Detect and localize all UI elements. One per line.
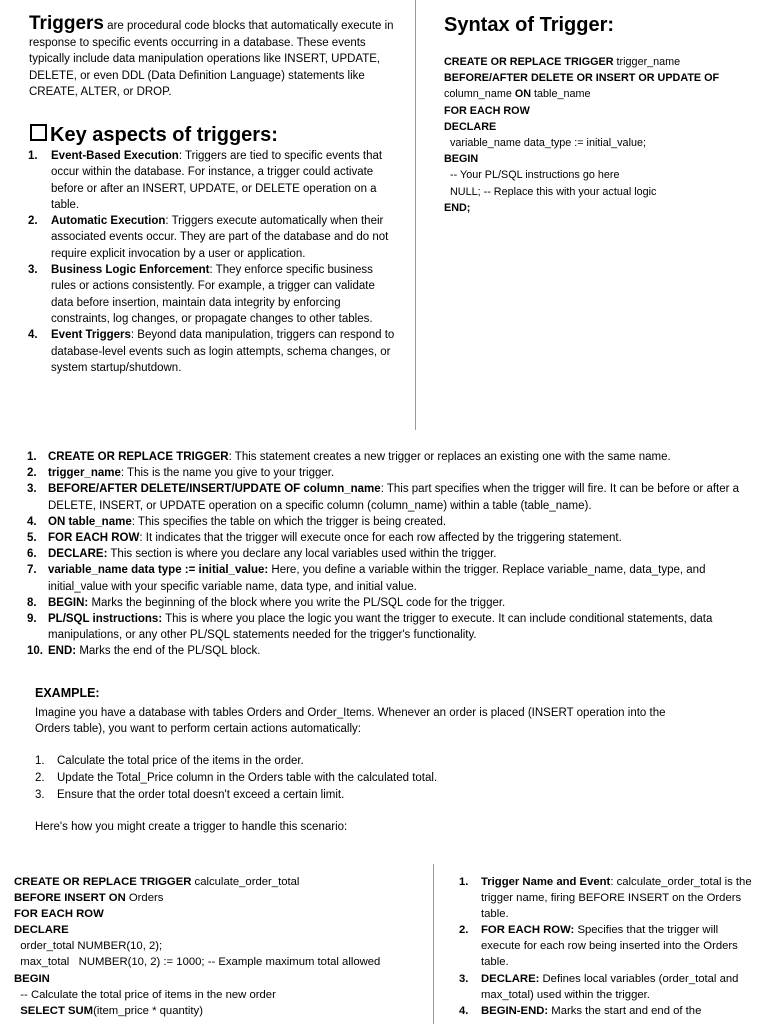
item-term: PL/SQL instructions: [48, 613, 163, 626]
item-number: 4. [27, 515, 37, 528]
item-number: 2. [459, 924, 469, 937]
code-line: -- Your PL/SQL instructions go here [444, 169, 620, 182]
intro-title-word: Triggers [29, 13, 104, 34]
list-item [27, 562, 747, 594]
code-line: END; [444, 201, 471, 214]
key-aspects-list [28, 148, 396, 376]
code-keyword: CREATE OR REPLACE TRIGGER [444, 56, 614, 68]
code-text: table_name [531, 88, 591, 101]
item-number: 6. [27, 548, 37, 561]
code-line: variable_name data_type := initial_value; [444, 137, 646, 150]
code-line: DECLARE [444, 120, 497, 133]
list-item [27, 643, 747, 659]
item-number: 3. [28, 264, 38, 277]
item-text: : This is the name you give to your trigger. [120, 467, 335, 480]
code-line [14, 874, 429, 890]
list-item [27, 530, 747, 546]
item-text: : calculate_order_total is the trigger name, firing BEFORE INSERT on the Orders table. [481, 876, 752, 921]
item-number: 10. [27, 645, 43, 658]
item-text: : They enforce specific business rules or actions consistently. For example, a trigger can validate data before insertion, maintain data integrity by enforcing constraints, log changes, or propagate changes to other tables. [51, 264, 375, 325]
example-steps-list [35, 753, 675, 804]
item-term: Event Triggers [51, 329, 131, 342]
code-line: FOR EACH ROW [444, 104, 530, 117]
item-number: 2. [28, 215, 38, 228]
code-line [14, 1003, 429, 1019]
item-text: Update the Total_Price column in the Orders table with the calculated total. [57, 772, 438, 784]
list-item [459, 1003, 759, 1019]
item-text: : This statement creates a new trigger or replaces an existing one with the same name. [228, 451, 671, 463]
item-term: CREATE OR REPLACE TRIGGER [48, 451, 229, 463]
item-number: 4. [459, 1004, 469, 1017]
item-text: Calculate the total price of the items in the order. [57, 755, 304, 767]
list-item [28, 262, 396, 327]
list-item [35, 787, 675, 804]
list-item [28, 148, 396, 213]
key-aspects-heading-text: Key aspects of triggers: [50, 124, 278, 146]
syntax-code-block [444, 54, 764, 216]
item-term: Automatic Execution [51, 215, 166, 228]
item-text: Specifies that the trigger will execute for each row being inserted into the Orders table. [481, 924, 738, 969]
item-number: 5. [27, 532, 37, 545]
code-text: Orders [125, 892, 164, 905]
code-keyword: ON [514, 88, 532, 101]
key-aspects-heading [30, 122, 278, 148]
code-line: order_total NUMBER(10, 2); [14, 940, 163, 953]
item-number: 3. [459, 972, 469, 985]
code-line: NULL; -- Replace this with your actual logic [444, 185, 657, 198]
item-term: BEFORE/AFTER DELETE/INSERT/UPDATE OF column_name [48, 483, 381, 496]
example-title: EXAMPLE: [35, 686, 100, 700]
example-intro: Imagine you have a database with tables Orders and Order_Items. Whenever an order is placed (INSERT operation into the Orders table), you want to perform certain actions automatically: [35, 707, 666, 736]
list-item [35, 770, 675, 787]
item-number: 3. [27, 483, 37, 496]
item-text: Here, you define a variable within the trigger. Replace variable_name, data_type, and initial_value with your specific variable name, data type, and initial value. [48, 564, 706, 593]
item-term: FOR EACH ROW [48, 532, 140, 545]
item-text: : Triggers are tied to specific events that occur within the database. For instance, a trigger could activate before or after an INSERT, UPDATE, or DELETE operation on a table. [51, 150, 383, 211]
list-item [28, 327, 396, 376]
item-term: trigger_name [48, 467, 121, 480]
list-item [27, 595, 747, 611]
item-term: Business Logic Enforcement [51, 264, 210, 277]
item-number: 3. [35, 789, 45, 801]
syntax-title: Syntax of Trigger: [444, 14, 615, 36]
item-number: 9. [27, 613, 37, 626]
item-text: Defines local variables (order_total and max_total) used within the trigger. [481, 972, 739, 1001]
item-term: END: [48, 645, 77, 658]
item-term: Trigger Name and Event [481, 876, 611, 888]
item-text: : Beyond data manipulation, triggers can respond to database-level events such as login attempts, schema changes, or system startup/shutdown. [51, 329, 395, 374]
item-term: BEGIN-END: [481, 1004, 549, 1017]
item-term: Event-Based Execution [51, 150, 179, 162]
item-text: : Triggers execute automatically when their associated events occur. They are part of the database and do not require explicit invocation by a user or application. [51, 215, 389, 260]
code-line: BEFORE/AFTER DELETE OR INSERT OR UPDATE OF [444, 72, 720, 85]
item-number: 4. [28, 329, 38, 342]
item-term: DECLARE: [481, 972, 540, 985]
intro-text: are procedural code blocks that automatically execute in response to specific events occurring in a database. These events typically include data manipulation operations like INSERT, UPDATE, DELETE, or even DDL (Data Definition Language) statements like CREATE, ALTER, or DROP. [29, 20, 394, 98]
list-item [27, 449, 747, 465]
code-text: column_name [444, 88, 515, 101]
code-line [14, 890, 429, 906]
item-number: 1. [459, 876, 469, 888]
example-outro: Here's how you might create a trigger to handle this scenario: [35, 821, 348, 833]
code-line: BEGIN [444, 153, 479, 166]
list-item [459, 971, 759, 1003]
code-line: -- Calculate the total price of items in the new order [14, 988, 276, 1001]
item-text: : This part specifies when the trigger will fire. It can be before or after a DELETE, INSERT, or UPDATE operation on a specific column (column_name) within a table (table_name). [48, 483, 740, 512]
item-number: 2. [35, 772, 45, 784]
list-item [27, 611, 747, 643]
item-term: FOR EACH ROW: [481, 924, 575, 937]
code-line [444, 86, 764, 102]
item-text: Marks the beginning of the block where you write the PL/SQL code for the trigger. [88, 596, 506, 609]
item-number: 8. [27, 596, 37, 609]
item-text: This is where you place the logic you want the trigger to execute. It can include conditional statements, data manipulations, or any other PL/SQL statements needed for the trigger's functionality. [48, 613, 713, 642]
item-number: 1. [35, 755, 45, 767]
code-line [444, 54, 764, 70]
list-item [27, 546, 747, 562]
code-line: max_total NUMBER(10, 2) := 1000; -- Example maximum total allowed [14, 956, 381, 969]
item-number: 7. [27, 564, 37, 577]
item-term: DECLARE: [48, 548, 108, 561]
syntax-explanation-list [27, 449, 747, 660]
item-text: : It indicates that the trigger will execute once for each row affected by the triggering statement. [139, 532, 622, 545]
code-line: BEGIN [14, 972, 50, 985]
item-term: ON table_name [48, 515, 132, 528]
code-text: (item_price * quantity) [93, 1004, 203, 1017]
code-keyword: SELECT SUM [14, 1004, 94, 1017]
item-text: : This specifies the table on which the trigger is being created. [131, 515, 447, 528]
list-item [459, 874, 759, 922]
item-text: This section is where you declare any local variables used within the trigger. [107, 548, 497, 561]
column-divider-bottom [433, 864, 434, 1024]
column-divider-top [415, 0, 416, 430]
item-text: Ensure that the order total doesn't exceed a certain limit. [57, 789, 345, 801]
list-item [28, 213, 396, 262]
code-text: calculate_order_total [191, 876, 300, 888]
item-number: 1. [28, 150, 38, 162]
item-text: Marks the end of the PL/SQL block. [76, 645, 261, 658]
item-number: 2. [27, 467, 37, 480]
item-term: variable_name data type := initial_value: [48, 564, 269, 577]
example-explanation-list [459, 874, 759, 1019]
checkbox-bullet-icon [30, 124, 47, 141]
list-item [35, 753, 675, 770]
item-term: BEGIN: [48, 596, 89, 609]
intro-paragraph [29, 13, 401, 101]
list-item [27, 481, 747, 513]
list-item [459, 922, 759, 970]
item-text: Marks the start and end of the [548, 1004, 702, 1017]
item-number: 1. [27, 451, 37, 463]
code-keyword: BEFORE INSERT ON [14, 892, 126, 905]
list-item [27, 465, 747, 481]
example-code-block [14, 874, 429, 1019]
list-item [27, 514, 747, 530]
code-keyword: CREATE OR REPLACE TRIGGER [14, 876, 192, 888]
code-line: DECLARE [14, 924, 69, 937]
code-line: FOR EACH ROW [14, 908, 104, 921]
code-text: trigger_name [613, 56, 681, 68]
